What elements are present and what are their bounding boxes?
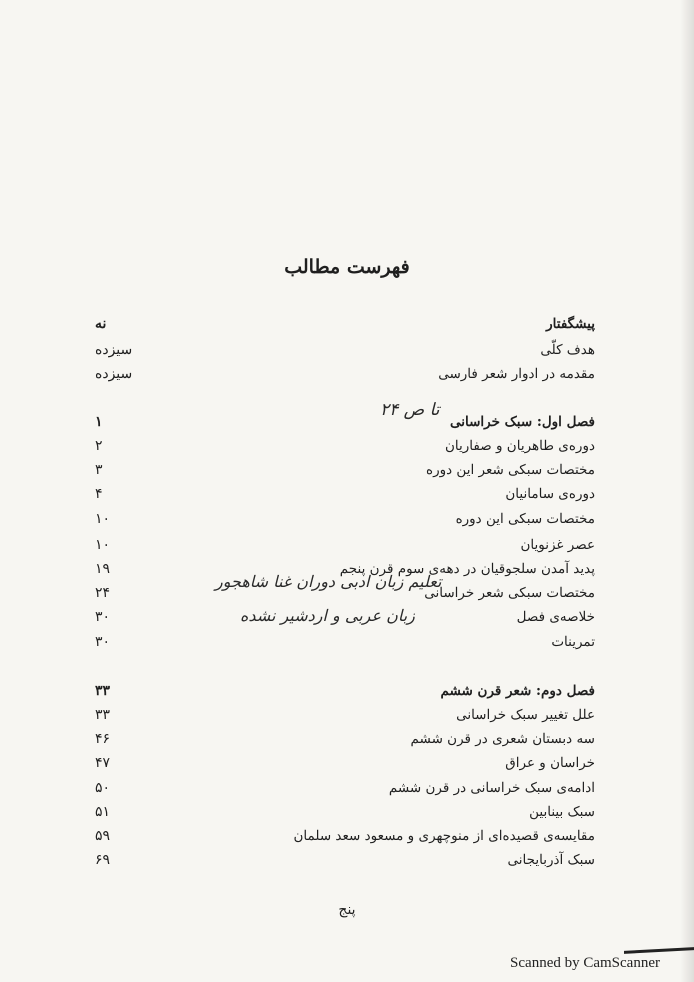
toc-entry-label: مختصات سبکی شعر این دوره [426, 462, 595, 478]
toc-entry-label: ادامه‌ی سبک خراسانی در قرن ششم [388, 780, 595, 796]
page-number: پنج [338, 902, 356, 918]
handwritten-note-line1: تعلیم زبان ادبی دوران غنا شاهجور [215, 572, 442, 591]
toc-entry-page: ۵۱ [95, 804, 111, 820]
toc-entry-label: مختصات سبکی شعر خراسانی [424, 585, 595, 601]
toc-entry-label: سه دبستان شعری در قرن ششم [410, 731, 595, 747]
toc-row [95, 828, 595, 850]
toc-entry-page: ۳۳ [95, 683, 111, 699]
toc-entry-page: ۳ [95, 462, 103, 478]
toc-entry-label: تمرینات [551, 634, 595, 650]
toc-entry-label: دوره‌ی سامانیان [505, 486, 595, 502]
toc-entry-page: ۵۰ [95, 780, 111, 796]
toc-entry-label: هدف کلّی [540, 342, 595, 358]
toc-entry-label: فصل اول: سبک خراسانی [450, 414, 595, 430]
toc-entry-page: ۴ [95, 486, 103, 502]
toc-row [95, 316, 595, 338]
handwritten-note-line2: زبان عربی و اردشیر نشده [240, 606, 415, 625]
toc-entry-page: ۱۹ [95, 561, 111, 577]
toc-entry-label: پدید آمدن سلجوقیان در دهه‌ی سوم قرن پنجم [339, 561, 595, 577]
toc-entry-page: ۳۰ [95, 609, 111, 625]
toc-entry-label: فصل دوم: شعر قرن ششم [440, 683, 595, 699]
toc-entry-page: ۱۰ [95, 511, 111, 527]
handwritten-note-chapter: تا ص ۲۴ [380, 400, 440, 420]
toc-entry-page: ۳۳ [95, 707, 111, 723]
toc-row [95, 486, 595, 508]
toc-entry-page: ۵۹ [95, 828, 111, 844]
toc-entry-label: علل تغییر سبک خراسانی [456, 707, 595, 723]
toc-row [95, 462, 595, 484]
toc-entry-page: سیزده [95, 342, 133, 358]
toc-entry-label: خلاصه‌ی فصل [516, 609, 595, 625]
toc-row [95, 537, 595, 559]
toc-entry-page: ۲۴ [95, 585, 111, 601]
toc-entry-page: سیزده [95, 366, 133, 382]
toc-entry-label: سبک آذربایجانی [507, 852, 595, 868]
toc-row [95, 755, 595, 777]
toc-row [95, 342, 595, 364]
toc-entry-page: ۱۰ [95, 537, 111, 553]
page-edge-shadow [680, 0, 694, 982]
toc-entry-page: ۶۹ [95, 852, 111, 868]
toc-row [95, 683, 595, 705]
toc-row [95, 731, 595, 753]
toc-entry-label: عصر غزنویان [520, 537, 595, 553]
toc-row [95, 366, 595, 388]
toc-row [95, 438, 595, 460]
toc-entry-page: ۳۰ [95, 634, 111, 650]
toc-row [95, 634, 595, 656]
toc-entry-label: پیشگفتار [546, 316, 595, 332]
toc-row [95, 511, 595, 533]
toc-entry-label: مختصات سبکی این دوره [455, 511, 595, 527]
toc-row [95, 780, 595, 802]
toc-entry-page: ۱ [95, 414, 103, 430]
toc-entry-label: مقدمه در ادوار شعر فارسی [438, 366, 595, 382]
toc-entry-page: نه [95, 316, 107, 332]
toc-entry-page: ۴۶ [95, 731, 111, 747]
toc-row [95, 414, 595, 436]
toc-entry-label: سبک بینابین [529, 804, 595, 820]
toc-row [95, 707, 595, 729]
toc-entry-label: خراسان و عراق [505, 755, 595, 771]
scanner-watermark: Scanned by CamScanner [510, 955, 660, 971]
toc-entry-label: مقایسه‌ی قصیده‌ای از منوچهری و مسعود سعد سلمان [293, 828, 595, 844]
page-title: فهرست مطالب [284, 256, 410, 278]
toc-entry-page: ۴۷ [95, 755, 111, 771]
toc-entry-label: دوره‌ی طاهریان و صفاریان [444, 438, 595, 454]
toc-row [95, 852, 595, 874]
toc-entry-page: ۲ [95, 438, 103, 454]
toc-row [95, 804, 595, 826]
